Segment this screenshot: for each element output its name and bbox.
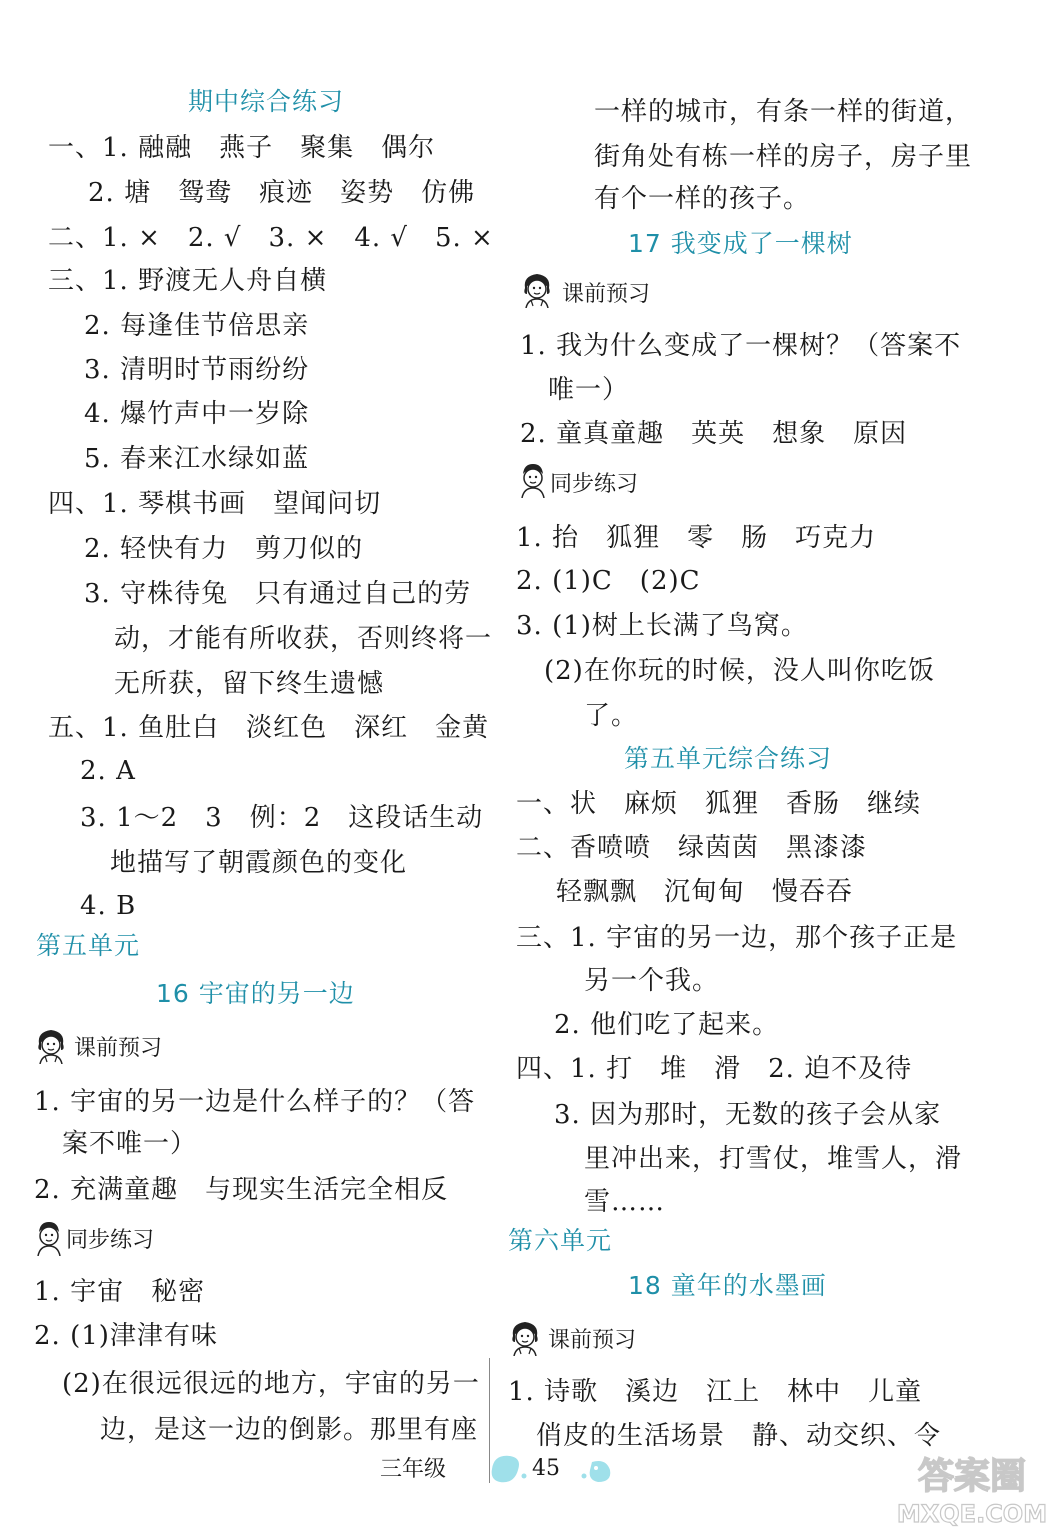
answer-line: 四、1. 打 堆 滑 2. 迫不及待 bbox=[516, 1054, 913, 1084]
boy-student-icon bbox=[32, 1218, 66, 1256]
answer-line: 地描写了朝霞颜色的变化 bbox=[110, 848, 408, 878]
answer-line: 1. 我为什么变成了一棵树？（答案不 bbox=[520, 331, 962, 361]
page-number: 45 bbox=[532, 1456, 560, 1481]
answer-line: 街角处有栋一样的房子，房子里 bbox=[594, 142, 973, 172]
answer-line: 三、1. 宇宙的另一边，那个孩子正是 bbox=[516, 923, 958, 953]
answer-line: 了。 bbox=[584, 701, 639, 731]
grade-label: 三年级 bbox=[380, 1457, 447, 1482]
boy-student-icon bbox=[516, 460, 550, 498]
answer-line: 3. 守株待兔 只有通过自己的劳 bbox=[84, 579, 472, 609]
preview-label: 课前预习 bbox=[548, 1328, 637, 1353]
unit-six-heading: 第六单元 bbox=[508, 1226, 613, 1255]
midterm-review-title: 期中综合练习 bbox=[188, 87, 345, 116]
answer-line: 二、香喷喷 绿茵茵 黑漆漆 bbox=[516, 833, 868, 863]
answer-line: (2)在你玩的时候，没人叫你吃饭 bbox=[544, 656, 935, 686]
answer-line: 一、1. 融融 燕子 聚集 偶尔 bbox=[48, 133, 436, 163]
answer-line: 动，才能有所收获，否则终将一 bbox=[114, 624, 493, 654]
answer-line: 2. 他们吃了起来。 bbox=[554, 1010, 780, 1040]
answer-line: 五、1. 鱼肚白 淡红色 深红 金黄 bbox=[48, 713, 490, 743]
answer-line: 2. A bbox=[80, 756, 136, 786]
watermark-top-text: 答案圈 bbox=[917, 1456, 1027, 1497]
answer-line: 一、状 麻烦 狐狸 香肠 继续 bbox=[516, 789, 922, 819]
answer-line: 1. 抬 狐狸 零 肠 巧克力 bbox=[516, 523, 877, 553]
unit-five-review-title: 第五单元综合练习 bbox=[624, 744, 833, 773]
answer-line: 俏皮的生活场景 静、动交织、令 bbox=[536, 1421, 942, 1451]
girl-student-icon bbox=[508, 1318, 542, 1356]
answer-line: 3. (1)树上长满了鸟窝。 bbox=[516, 611, 808, 641]
watermark-logo bbox=[890, 1448, 1055, 1530]
answer-line: 2. 每逢佳节倍思亲 bbox=[84, 311, 310, 341]
answer-line: 雪…… bbox=[584, 1187, 666, 1217]
sync-practice-label: 同步练习 bbox=[550, 472, 639, 497]
answer-line: 里冲出来，打雪仗，堆雪人，滑 bbox=[584, 1144, 963, 1174]
answer-line: 2. 塘 鸳鸯 痕迹 姿势 仿佛 bbox=[88, 178, 476, 208]
answer-line: 案不唯一） bbox=[62, 1129, 198, 1159]
answer-line: 二、1. × 2. √ 3. × 4. √ 5. × bbox=[48, 223, 494, 253]
answer-line: 1. 诗歌 溪边 江上 林中 儿童 bbox=[508, 1377, 923, 1407]
answer-line: 2. (1)津津有味 bbox=[34, 1321, 218, 1351]
lesson-17-title: 17 我变成了一棵树 bbox=[628, 229, 853, 258]
lesson-16-title: 16 宇宙的另一边 bbox=[156, 979, 355, 1008]
answer-line: 三、1. 野渡无人舟自横 bbox=[48, 266, 328, 296]
answer-line: 1. 宇宙的另一边是什么样子的？（答 bbox=[34, 1087, 476, 1117]
answer-line: 四、1. 琴棋书画 望闻问切 bbox=[48, 489, 382, 519]
preview-label: 课前预习 bbox=[74, 1036, 163, 1061]
answer-line: 3. 因为那时，无数的孩子会从家 bbox=[554, 1100, 942, 1130]
answer-line: 有个一样的孩子。 bbox=[594, 184, 811, 214]
answer-line: 无所获，留下终生遗憾 bbox=[114, 669, 385, 699]
answer-line: 3. 1～2 3 例：2 这段话生动 bbox=[80, 803, 484, 833]
answer-line: 2. 轻快有力 剪刀似的 bbox=[84, 534, 364, 564]
girl-student-icon bbox=[34, 1026, 68, 1064]
answer-line: 2. 充满童趣 与现实生活完全相反 bbox=[34, 1175, 449, 1205]
answer-line: 1. 宇宙 秘密 bbox=[34, 1277, 206, 1307]
answer-line: 5. 春来江水绿如蓝 bbox=[84, 444, 310, 474]
sync-practice-label: 同步练习 bbox=[66, 1228, 155, 1253]
answer-line: 4. 爆竹声中一岁除 bbox=[84, 399, 310, 429]
lesson-18-title: 18 童年的水墨画 bbox=[628, 1271, 827, 1300]
answer-line: 另一个我。 bbox=[584, 966, 720, 996]
answer-line: 3. 清明时节雨纷纷 bbox=[84, 355, 310, 385]
answer-line: 一样的城市，有条一样的街道， bbox=[594, 97, 973, 127]
preview-label: 课前预习 bbox=[562, 282, 651, 307]
answer-line: 4. B bbox=[80, 891, 137, 921]
answer-line: (2)在很远很远的地方，宇宙的另一 bbox=[62, 1369, 480, 1399]
answer-line: 边，是这一边的倒影。那里有座 bbox=[100, 1415, 479, 1445]
answer-line: 2. 童真童趣 英英 想象 原因 bbox=[520, 419, 908, 449]
answer-line: 唯一） bbox=[548, 375, 630, 405]
watermark-bottom-text: MXQE.COM bbox=[896, 1500, 1048, 1528]
page-number-badge bbox=[488, 1448, 616, 1490]
unit-five-heading: 第五单元 bbox=[36, 931, 141, 960]
answer-line: 轻飘飘 沉甸甸 慢吞吞 bbox=[556, 877, 854, 907]
answer-line: 2. (1)C (2)C bbox=[516, 566, 701, 596]
girl-student-icon bbox=[520, 270, 554, 308]
